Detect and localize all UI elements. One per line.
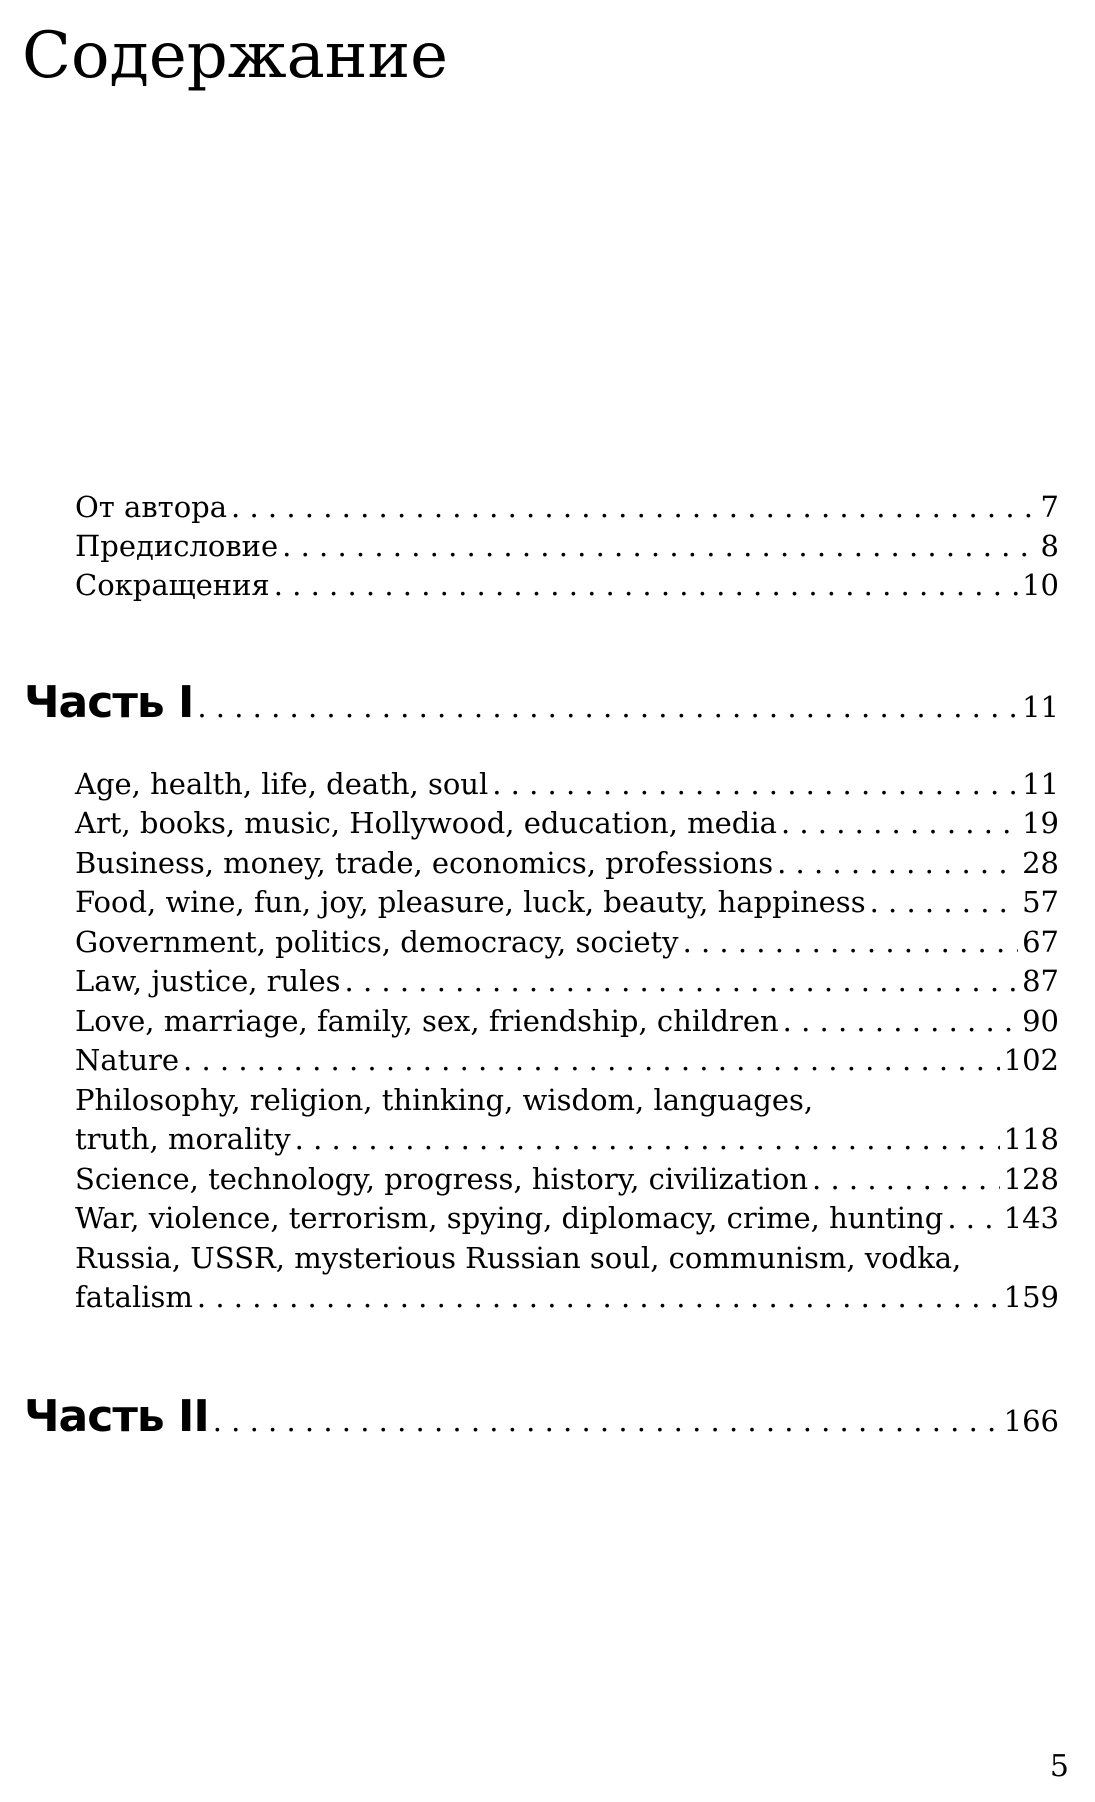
toc-entry-page: 10 [1022,568,1059,602]
part-label: Часть I [24,677,194,728]
toc-entry-label: Сокращения [75,568,270,602]
toc-entry-page: 11 [1022,767,1059,801]
toc-entry-preface[interactable] [75,527,1059,565]
dot-leader [274,566,1018,604]
toc-entry-label: Science, technology, progress, history, civilization [75,1162,809,1196]
toc-entry-line1: Philosophy, religion, thinking, wisdom, languages, [75,1083,814,1117]
toc-entry[interactable] [75,1278,1059,1316]
toc-entry-label: Age, health, life, death, soul [75,767,489,801]
dot-leader [213,1393,1000,1449]
dot-leader [812,1160,1000,1198]
toc-entry-label: fatalism [75,1280,193,1314]
toc-part-1-heading[interactable] [24,675,1059,731]
toc-entry-from-author[interactable] [75,488,1059,526]
toc-entry-page: 7 [1040,490,1059,524]
toc-entry-page: 102 [1003,1043,1059,1077]
toc-entry-page: 90 [1022,1004,1059,1038]
toc-entry-page: 28 [1022,846,1059,880]
toc-entry-label: Art, books, music, Hollywood, education, media [75,806,777,840]
dot-leader [947,1199,999,1237]
toc-entry-label: Government, politics, democracy, society [75,925,679,959]
toc-entry-page: 118 [1003,1122,1059,1156]
toc-entry-label: Предисловие [75,529,279,563]
toc-entry[interactable] [75,883,1059,921]
toc-entry-page: 128 [1003,1162,1059,1196]
toc-entry-label: Law, justice, rules [75,964,341,998]
toc-entry-label: Business, money, trade, economics, professions [75,846,774,880]
toc-entry-label: War, violence, terrorism, spying, diplomacy, crime, hunting [75,1201,944,1235]
toc-entry-label: Nature [75,1043,180,1077]
dot-leader [197,1278,1000,1316]
toc-entry-label: truth, morality [75,1122,291,1156]
dot-leader [781,804,1018,842]
dot-leader [870,883,1019,921]
toc-entry[interactable] [75,962,1059,1000]
toc-entry-page: 67 [1022,925,1059,959]
dot-leader [492,765,1018,803]
dot-leader [345,962,1019,1000]
toc-entry-label: От автора [75,490,228,524]
page-number: 5 [1049,1749,1069,1784]
dot-leader [282,527,1036,565]
part-page: 11 [1022,690,1059,724]
toc-entry-label: Love, marriage, family, sex, friendship, children [75,1004,779,1038]
toc-entry-page: 19 [1022,806,1059,840]
toc-entry[interactable] [75,804,1059,842]
toc-entry-line1: Russia, USSR, mysterious Russian soul, communism, vodka, [75,1241,962,1275]
toc-entry[interactable] [75,923,1059,961]
toc-entry-label: Food, wine, fun, joy, pleasure, luck, beauty, happiness [75,885,866,919]
toc-entry[interactable] [75,1120,1059,1158]
part-page: 166 [1003,1404,1059,1438]
page-title: Содержание [22,19,448,93]
dot-leader [183,1041,1000,1079]
toc-entry[interactable] [75,1199,1059,1237]
toc-entry-page: 143 [1003,1201,1059,1235]
dot-leader [683,923,1019,961]
dot-leader [783,1002,1018,1040]
part-label: Часть II [24,1391,209,1442]
dot-leader [197,679,1018,735]
toc-entry-page: 87 [1022,964,1059,998]
toc-entry-page: 159 [1003,1280,1059,1314]
toc-entry[interactable] [75,1002,1059,1040]
toc-entry-abbreviations[interactable] [75,566,1059,604]
toc-entry[interactable] [75,1041,1059,1079]
toc-entry[interactable] [75,765,1059,803]
toc-part-2-heading[interactable] [24,1389,1059,1445]
dot-leader [231,488,1037,526]
dot-leader [777,844,1018,882]
toc-entry-page: 8 [1040,529,1059,563]
toc-entry[interactable] [75,844,1059,882]
toc-entry[interactable] [75,1160,1059,1198]
toc-entry-page: 57 [1022,885,1059,919]
dot-leader [295,1120,1000,1158]
